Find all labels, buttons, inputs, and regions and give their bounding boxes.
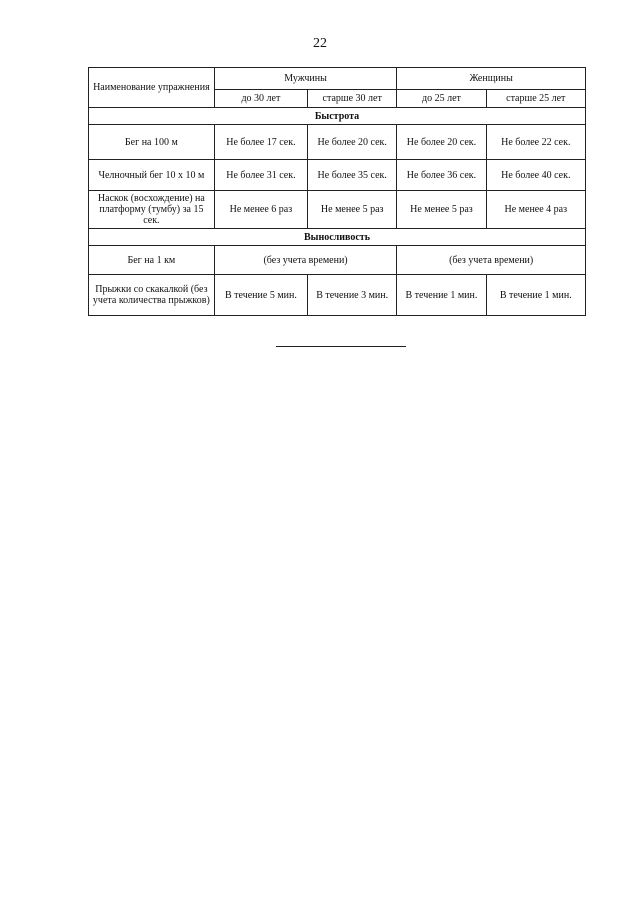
norm-cell: Не менее 5 раз [397,191,486,229]
exercise-name: Прыжки со скакалкой (без учета количества прыжков) [89,275,215,316]
norm-cell: В течение 3 мин. [308,275,397,316]
norm-cell: Не менее 5 раз [308,191,397,229]
norm-cell: В течение 1 мин. [397,275,486,316]
header-exercise-name: Наименование упражнения [89,68,215,108]
separator-line [276,346,406,347]
section-title: Выносливость [89,229,586,246]
norm-cell: Не более 20 сек. [397,125,486,160]
table-row [89,160,586,191]
exercise-name: Бег на 1 км [89,246,215,275]
table-row [89,275,586,316]
exercise-name: Челночный бег 10 x 10 м [89,160,215,191]
table-row [89,246,586,275]
norm-cell: Не менее 6 раз [214,191,307,229]
norm-cell: В течение 1 мин. [486,275,585,316]
norm-cell: Не более 20 сек. [308,125,397,160]
exercise-name: Наскок (восхождение) на платформу (тумбу) за 15 сек. [89,191,215,229]
header-men-under-30: до 30 лет [214,90,307,108]
section-row-speed [89,108,586,125]
header-women-over-25: старше 25 лет [486,90,585,108]
norm-cell-men-merged: (без учета времени) [214,246,397,275]
norm-cell: Не более 31 сек. [214,160,307,191]
norm-cell: Не более 17 сек. [214,125,307,160]
table-row [89,191,586,229]
table-row [89,125,586,160]
norm-cell: Не более 35 сек. [308,160,397,191]
exercise-name: Бег на 100 м [89,125,215,160]
section-row-endurance [89,229,586,246]
norm-cell: Не более 22 сек. [486,125,585,160]
norm-cell: Не менее 4 раз [486,191,585,229]
section-title: Быстрота [89,108,586,125]
table-header-row [89,68,586,90]
header-women: Женщины [397,68,586,90]
norm-cell: Не более 40 сек. [486,160,585,191]
norm-cell: Не более 36 сек. [397,160,486,191]
header-women-under-25: до 25 лет [397,90,486,108]
norm-cell: В течение 5 мин. [214,275,307,316]
page-number: 22 [313,36,327,51]
norm-cell-women-merged: (без учета времени) [397,246,586,275]
standards-table [88,67,586,316]
header-men-over-30: старше 30 лет [308,90,397,108]
header-men: Мужчины [214,68,397,90]
